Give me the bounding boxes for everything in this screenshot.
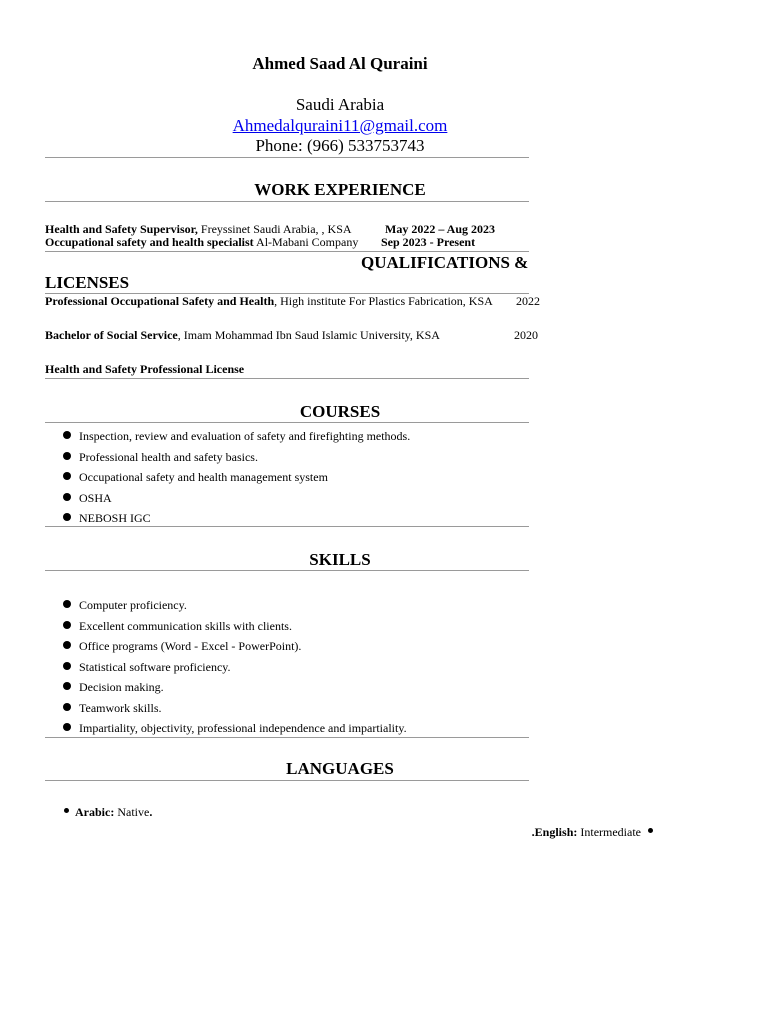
qualification-entry <box>45 294 493 309</box>
language-level: Intermediate <box>577 825 641 839</box>
qualification-entry <box>45 328 440 343</box>
list-item: Office programs (Word - Excel - PowerPoint). <box>63 638 407 659</box>
bullet-icon <box>63 452 71 460</box>
divider <box>45 201 529 202</box>
qualifications-heading: QUALIFICATIONS & <box>361 253 529 272</box>
list-item: Teamwork skills. <box>63 700 407 721</box>
language-english <box>532 825 653 840</box>
qualification-title: Professional Occupational Safety and Health <box>45 294 275 308</box>
divider <box>45 157 529 158</box>
languages-heading: LANGUAGES <box>286 759 394 778</box>
courses-heading: COURSES <box>299 402 381 421</box>
list-item: Occupational safety and health management system <box>63 469 410 490</box>
qualifications-heading-cont: LICENSES <box>45 273 130 292</box>
bullet-icon <box>63 513 71 521</box>
list-item: Statistical software proficiency. <box>63 659 407 680</box>
license-title: Health and Safety Professional License <box>45 362 245 376</box>
candidate-country: Saudi Arabia <box>295 95 385 114</box>
divider <box>45 570 529 571</box>
qualification-title: Bachelor of Social Service <box>45 328 178 342</box>
skills-heading: SKILLS <box>309 550 371 569</box>
work-experience-heading: WORK EXPERIENCE <box>254 180 426 199</box>
bullet-icon <box>63 641 71 649</box>
divider <box>45 780 529 781</box>
language-label: .English: <box>531 825 578 839</box>
list-item: OSHA <box>63 490 410 511</box>
list-item: Excellent communication skills with clients. <box>63 618 407 639</box>
divider <box>45 251 529 252</box>
qualification-year: 2020 <box>514 328 538 342</box>
qualification-year: 2022 <box>516 294 540 308</box>
list-item: NEBOSH IGC <box>63 510 410 531</box>
skills-list <box>63 597 407 741</box>
bullet-icon <box>63 682 71 690</box>
bullet-icon <box>63 493 71 501</box>
language-arabic: Arabic: Native. <box>64 805 152 820</box>
bullet-icon <box>64 808 69 813</box>
list-item: Decision making. <box>63 679 407 700</box>
list-item: Impartiality, objectivity, professional independence and impartiality. <box>63 720 407 741</box>
bullet-icon <box>63 431 71 439</box>
qualification-institution: , High institute For Plastics Fabrication, KSA <box>274 294 493 308</box>
list-item: Inspection, review and evaluation of safety and firefighting methods. <box>63 428 410 449</box>
bullet-icon <box>63 723 71 731</box>
bullet-icon <box>63 472 71 480</box>
job-company: Al-Mabani Company <box>253 235 359 249</box>
courses-list <box>63 428 410 531</box>
job-dates: May 2022 – Aug 2023 <box>385 222 496 236</box>
bullet-icon <box>63 662 71 670</box>
candidate-name: Ahmed Saad Al Quraini <box>252 54 428 73</box>
list-item: Professional health and safety basics. <box>63 449 410 470</box>
divider <box>45 737 529 738</box>
qualification-institution: , Imam Mohammad Ibn Saud Islamic University, KSA <box>177 328 440 342</box>
job-title: Health and Safety Supervisor, <box>45 222 198 236</box>
email-link[interactable]: Ahmedalquraini11@gmail.com <box>232 116 448 135</box>
divider <box>45 378 529 379</box>
candidate-phone: Phone: (966) 533753743 <box>255 136 425 155</box>
job-title: Occupational safety and health specialist <box>45 235 254 249</box>
job-company: Freyssinet Saudi Arabia, , KSA <box>197 222 352 236</box>
job-entry <box>45 235 358 250</box>
divider <box>45 422 529 423</box>
bullet-icon <box>63 600 71 608</box>
list-item: Computer proficiency. <box>63 597 407 618</box>
divider <box>45 526 529 527</box>
bullet-icon <box>63 621 71 629</box>
bullet-icon <box>648 828 653 833</box>
bullet-icon <box>63 703 71 711</box>
language-label: Arabic: <box>75 805 115 819</box>
job-dates: Sep 2023 - Present <box>381 235 476 249</box>
language-level: Native <box>114 805 150 819</box>
